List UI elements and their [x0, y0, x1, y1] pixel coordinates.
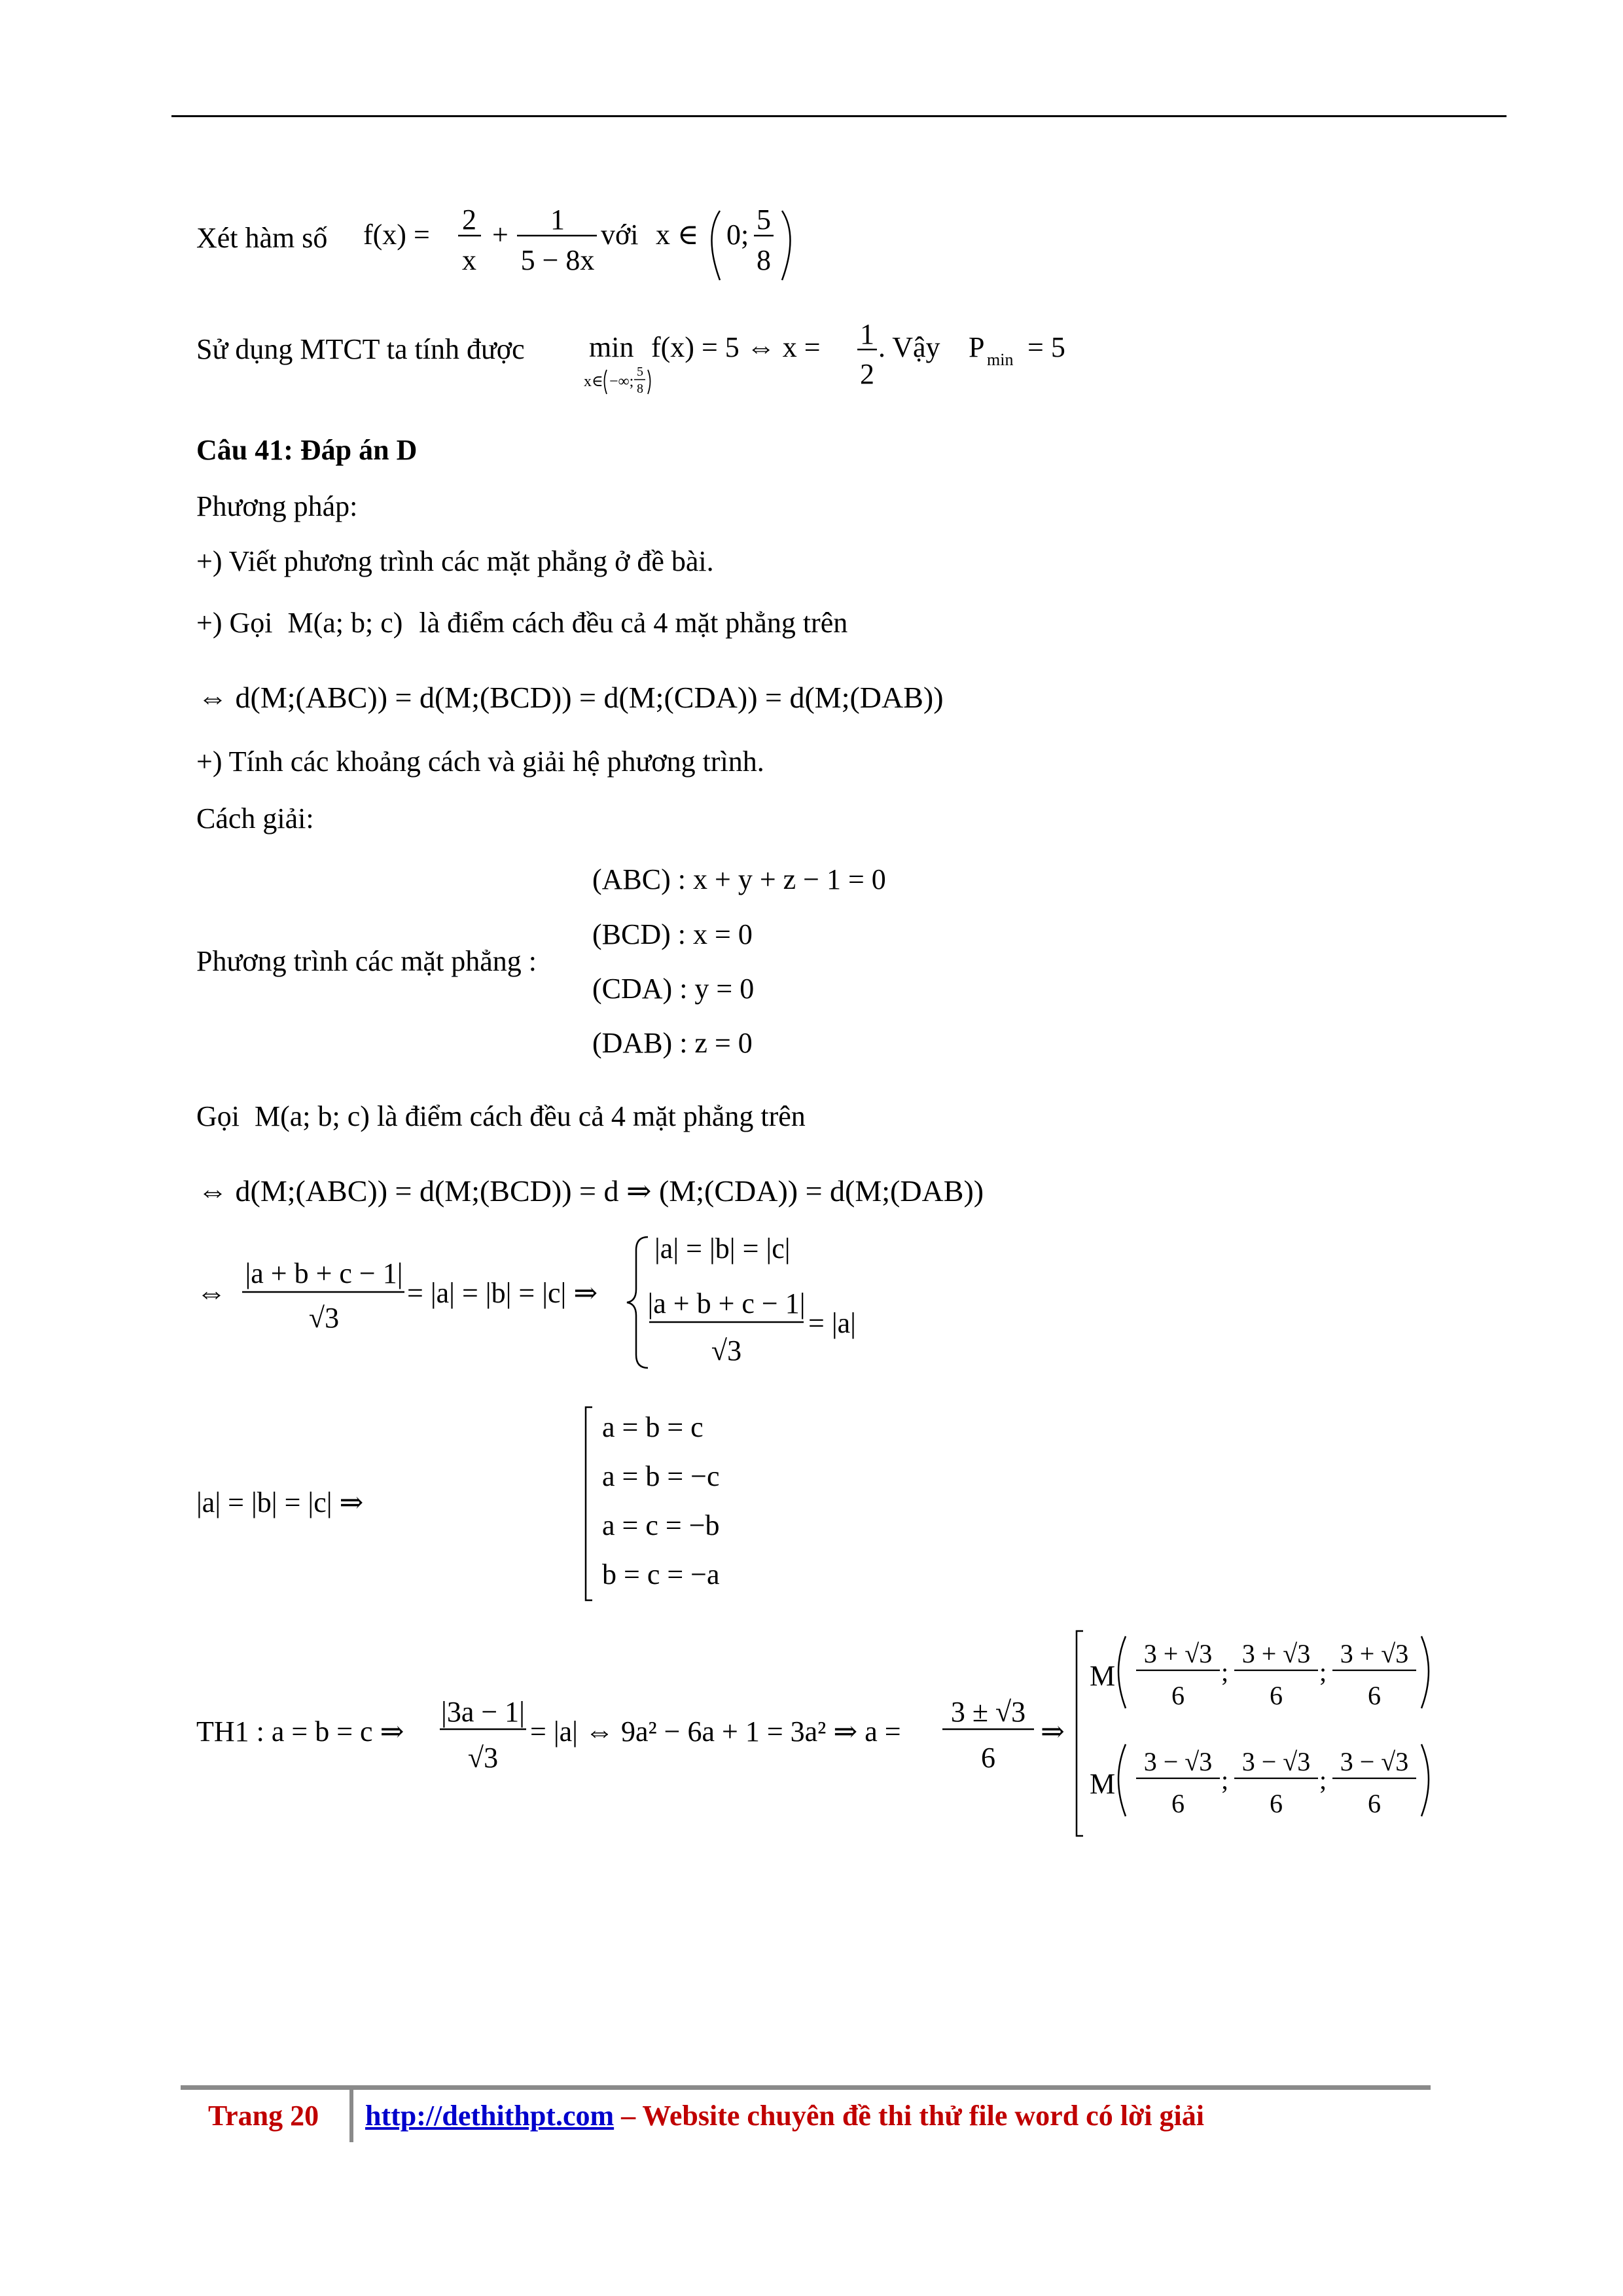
text: Sử dụng MTCT ta tính được [196, 333, 525, 365]
plane-dab [592, 1026, 753, 1061]
frac2-num: 1 [550, 204, 565, 236]
math-stroke [648, 370, 651, 394]
distance-equation-2 [198, 1173, 984, 1209]
min-sub: x∈ [584, 373, 603, 390]
th1-arrow: ⇒ [1041, 1715, 1065, 1748]
method-step-2 [196, 606, 847, 641]
formula-min [576, 308, 1113, 412]
text: Xét hàm số [196, 222, 328, 254]
eq3-mid: = |a| = |b| = |c| ⇒ [407, 1277, 598, 1309]
min-sub-den: 8 [637, 382, 643, 396]
footer-rule [181, 2085, 1431, 2090]
text: +) Viết phương trình các mặt phẳng ở đề bài. [196, 545, 714, 577]
distance-equation-1 [198, 679, 944, 715]
m1-y-den: 6 [1270, 1681, 1283, 1710]
sys1: |a| = |b| = |c| [654, 1232, 791, 1265]
plane-bcd [592, 918, 753, 952]
case-1: a = b = c [602, 1411, 704, 1443]
interval-left: 0; [726, 219, 749, 251]
m2-x-num: 3 − √3 [1143, 1747, 1213, 1776]
th1-a-num: 3 ± √3 [950, 1696, 1026, 1728]
math-glyph: ; [1319, 1765, 1327, 1795]
pmin-sub: min [987, 350, 1014, 369]
text: +) Gọi [196, 607, 273, 639]
footer-link[interactable]: http://dethithpt.com [365, 2100, 615, 2132]
th1: TH1 : a = b = c ⇒ [196, 1715, 404, 1748]
question-heading [196, 433, 417, 468]
line-xet-ham-so [196, 221, 327, 256]
f-of-x: f(x) = [363, 219, 430, 251]
frac1-num: 2 [462, 204, 476, 236]
plane-cda [592, 972, 754, 1007]
voi: với [601, 219, 639, 251]
th1-num: |3a − 1| [441, 1696, 525, 1728]
method-step-3 [196, 745, 764, 780]
m2-z-num: 3 − √3 [1340, 1747, 1409, 1776]
formula: ⇔ d(M;(ABC)) = d(M;(BCD)) = d ⇒ (M;(CDA)) = d(M;(DAB)) [198, 1174, 984, 1208]
pmin: P [969, 331, 985, 363]
point-m: M(a; b; c) [255, 1100, 370, 1132]
m2-y-den: 6 [1270, 1789, 1283, 1818]
min-expr: f(x) = 5 ⇔ x = [651, 331, 821, 363]
th1-a-den: 6 [981, 1742, 995, 1774]
m1-x-num: 3 + √3 [1143, 1639, 1213, 1668]
footer-tagline: – Website chuyên đề thi thử file word có lời giải [614, 2100, 1204, 2132]
text: Phương pháp: [196, 490, 358, 522]
method-label [196, 490, 357, 524]
math-stroke [1421, 1636, 1429, 1708]
frac3-den: 8 [757, 244, 771, 276]
frac3-num: 5 [757, 204, 771, 236]
case-4: b = c = −a [602, 1558, 720, 1590]
page-number: Trang 20 [208, 2100, 319, 2132]
text: là điểm cách đều cả 4 mặt phẳng trên [376, 1100, 806, 1132]
sys2-den: √3 [711, 1335, 742, 1367]
text: Câu 41: Đáp án D [196, 434, 418, 466]
min-sub-left: −∞; [609, 373, 634, 390]
point-m-minus: M [1090, 1768, 1116, 1800]
text: +) Tính các khoảng cách và giải hệ phương trình. [196, 745, 764, 778]
formula-cases [196, 1401, 720, 1610]
formula-system [196, 1224, 916, 1381]
half-num: 1 [860, 318, 874, 350]
text: Gọi [196, 1100, 240, 1132]
point-m-plus: M [1090, 1660, 1116, 1692]
formula: ⇔ d(M;(ABC)) = d(M;(BCD)) = d(M;(CDA)) = d(M;(DAB)) [198, 681, 944, 714]
eq3-num: |a + b + c − 1| [245, 1257, 403, 1289]
frac2-den: 5 − 8x [520, 244, 595, 276]
math-stroke [1118, 1636, 1126, 1708]
m2-z-den: 6 [1368, 1789, 1381, 1818]
math-stroke [782, 211, 791, 280]
m1-z-den: 6 [1368, 1681, 1381, 1710]
formula: (DAB) : z = 0 [592, 1027, 753, 1059]
math-stroke [586, 1407, 592, 1600]
math-glyph: ; [1221, 1657, 1229, 1687]
math-stroke [605, 370, 607, 394]
formula-f [353, 196, 812, 288]
planes-label [196, 944, 537, 979]
text: là điểm cách đều cả 4 mặt phẳng trên [419, 607, 848, 639]
solution-label [196, 802, 314, 836]
footer-divider [349, 2090, 353, 2142]
line-mtct [196, 332, 525, 367]
plane-abc [592, 863, 886, 897]
pmin-val: = 5 [1027, 331, 1065, 363]
min: min [589, 331, 634, 363]
math-stroke [1421, 1744, 1429, 1816]
header-rule [171, 115, 1507, 117]
sys2-num: |a + b + c − 1| [647, 1287, 806, 1319]
line-goi-m [196, 1100, 806, 1134]
formula: (BCD) : x = 0 [592, 918, 753, 950]
min-sub-num: 5 [637, 365, 643, 379]
equiv-arrow: ⇔ [196, 1276, 226, 1309]
abs-eq: |a| = |b| = |c| ⇒ [196, 1486, 364, 1518]
footer-page-number [208, 2099, 319, 2132]
math-glyph: ; [1221, 1765, 1229, 1795]
m2-y-num: 3 − √3 [1241, 1747, 1311, 1776]
math-stroke [1077, 1631, 1083, 1836]
formula: (ABC) : x + y + z − 1 = 0 [592, 863, 886, 895]
m1-x-den: 6 [1171, 1681, 1185, 1710]
m2-x-den: 6 [1171, 1789, 1185, 1818]
text: Phương trình các mặt phẳng : [196, 945, 537, 977]
th1-mid: = |a| ⇔ 9a² − 6a + 1 = 3a² ⇒ a = [530, 1715, 901, 1748]
m1-y-num: 3 + √3 [1241, 1639, 1311, 1668]
m1-z-num: 3 + √3 [1340, 1639, 1409, 1668]
math-glyph: ; [1319, 1657, 1327, 1687]
sys2-rhs: = |a| [808, 1307, 856, 1339]
math-stroke [627, 1237, 648, 1368]
math-stroke [1118, 1744, 1126, 1816]
x-in: x ∈ [656, 219, 699, 251]
math-stroke [712, 211, 721, 280]
vay: . Vậy [878, 331, 940, 363]
eq3-den: √3 [308, 1302, 340, 1334]
case-2: a = b = −c [602, 1460, 720, 1492]
half-den: 2 [860, 358, 874, 390]
plus: + [492, 219, 508, 251]
th1-den: √3 [467, 1742, 499, 1774]
text: Cách giải: [196, 802, 314, 834]
case-3: a = c = −b [602, 1509, 720, 1541]
formula-th1 [196, 1623, 1479, 1846]
formula: (CDA) : y = 0 [592, 973, 755, 1005]
frac1-den: x [462, 244, 476, 276]
point-m: M(a; b; c) [287, 607, 403, 639]
method-step-1 [196, 545, 714, 579]
footer-site [365, 2099, 1204, 2132]
